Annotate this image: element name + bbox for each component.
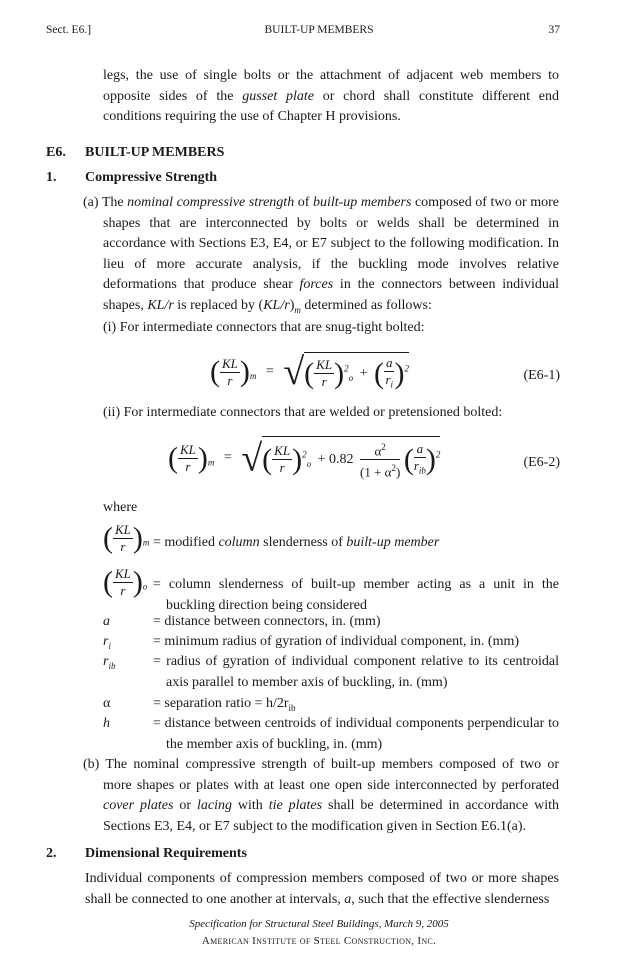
definition-klr-o: ( $\frac{KL}{r}$ )$_o$ = column slenderness of built-up member acting as a unit in the buckling direction being considered <box>103 565 559 613</box>
item-a-paragraph: (a) The nominal compressive strength of built-up members composed of two or more shapes that are interconnected by bolts or welds shall be determined in accordance with Sections E3, E4, or E7 subject to the following modification. In lieu of more accurate analysis, if the buckling mode involves relative deformations that produce shear forces in the connectors between individual shapes, KL/r is replaced by $(KL/r)_m$ determined as follows: <box>83 195 559 315</box>
definition-a: a = distance between connectors, in. (mm) <box>103 614 381 629</box>
where-label: where <box>103 500 138 515</box>
subsection-1-number: 1. <box>46 170 57 185</box>
definition-rib: $r_{ib}$ = radius of gyration of individual component relative to its centroidal axis parallel to member axis of buckling, in. (mm) <box>103 654 559 690</box>
case-i-label: (i) For intermediate connectors that are snug-tight bolted: <box>103 320 425 335</box>
definition-h: h = distance between centroids of individual components perpendicular to the member axis of buckling, in. (mm) <box>103 716 559 752</box>
subsection-2-number: 2. <box>46 846 57 861</box>
item-b-paragraph: (b) The nominal compressive strength of built-up members composed of two or more shapes or plates with at least one open side interconnected by perforated cover plates or lacing with tie plates shall be determined in accordance with Sections E3, E4, or E7 subject to the modification given in Section E6.1(a). <box>83 757 560 834</box>
equation-e6-1-number: (E6-1) <box>523 368 560 383</box>
header-page-number: 37 <box>548 24 560 36</box>
definition-alpha: α = separation ratio = $h/2r_{ib}$ <box>103 696 296 713</box>
subsection-2-title: Dimensional Requirements <box>85 846 247 861</box>
intro-paragraph: legs, the use of single bolts or the attachment of adjacent web members to opposite sides of the gusset plate or chord shall constitute different end conditions requiring the use of Chapter H provisions. <box>103 68 559 124</box>
section-number: E6. <box>46 145 66 160</box>
case-ii-label: (ii) For intermediate connectors that are welded or pretensioned bolted: <box>103 405 503 420</box>
definition-klr-m: ( $\frac{KL}{r}$ )$_m$ = modified column slenderness of built-up member <box>103 521 440 555</box>
header-section-ref: Sect. E6.] <box>46 24 92 36</box>
equation-e6-2: ( $\frac{KL}{r}$ )$_m$ = √( $\frac{KL}{r}$ )$^2_o$ + 0.82 $\frac{\alpha^2}{(1 + \alpha^2)}$ ( $\frac{a}{r_{ib}}$ )$^2$ <box>168 437 441 480</box>
footer-spec-title: Specification for Structural Steel Buildings, March 9, 2005 <box>189 918 449 930</box>
equation-e6-1: ( $\frac{KL}{r}$ )$_m$ = √( $\frac{KL}{r}$ )$^2_o$ + ( $\frac{a}{r_i}$ )$^2$ <box>210 351 409 393</box>
section-title: BUILT-UP MEMBERS <box>85 145 225 160</box>
subsection-1-title: Compressive Strength <box>85 170 218 185</box>
header-chapter-title: BUILT-UP MEMBERS <box>264 24 374 36</box>
definition-ri: $r_i$ = minimum radius of gyration of individual component, in. (mm) <box>103 634 520 651</box>
footer-publisher: American Institute of Steel Construction, Inc. <box>201 935 437 947</box>
dimensional-requirements-paragraph: Individual components of compression members composed of two or more shapes shall be connected to one another at intervals, a, such that the effective slenderness <box>85 871 559 907</box>
equation-e6-2-number: (E6-2) <box>523 455 560 470</box>
